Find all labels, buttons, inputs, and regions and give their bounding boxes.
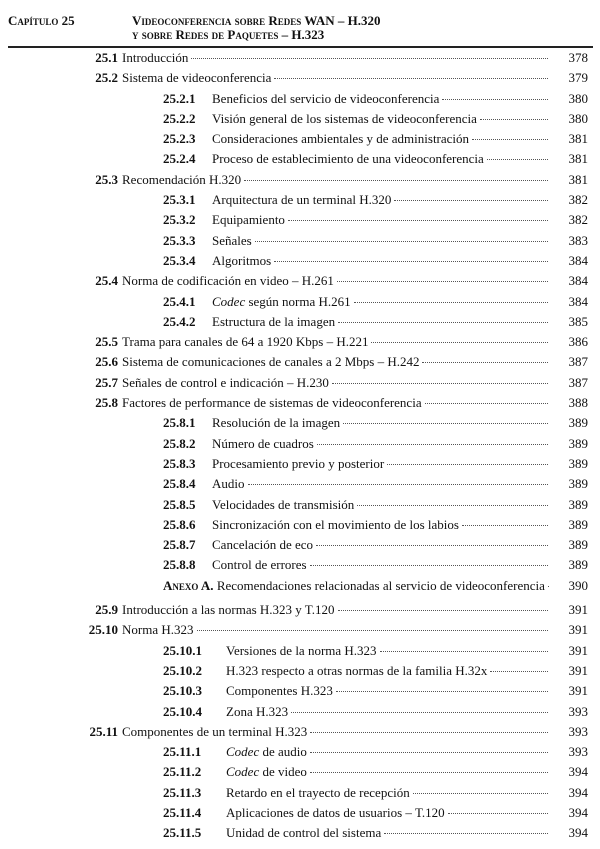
section-number: 25.4.1 — [163, 293, 196, 309]
page-number: 389 — [568, 537, 588, 553]
dot-leader — [422, 362, 548, 363]
page-number: 389 — [568, 415, 588, 431]
page-number: 393 — [568, 703, 588, 719]
toc-entry-text: Cancelación de eco — [212, 537, 314, 553]
toc-entry-text: Equipamiento — [212, 212, 285, 228]
toc-entry-text: Audio — [212, 476, 245, 492]
page-number: 382 — [568, 212, 588, 228]
toc-entry[interactable] — [0, 109, 600, 129]
dot-leader — [448, 813, 548, 814]
toc-entry-text: Unidad de control del sistema — [226, 825, 382, 841]
toc-entry-text: Codec según norma H.261 — [212, 293, 351, 309]
dot-leader — [310, 732, 548, 733]
page-number: 393 — [568, 744, 588, 760]
section-number: 25.3.1 — [163, 192, 196, 208]
toc-entry-text: Zona H.323 — [226, 703, 289, 719]
toc-entry-text: Norma H.323 — [122, 622, 194, 638]
toc-entry[interactable] — [0, 641, 600, 661]
section-number: 25.1 — [95, 50, 118, 65]
section-number: 25.2.1 — [163, 90, 196, 106]
section-number: 25.11 — [89, 723, 118, 739]
section-number: 25.3.2 — [163, 212, 196, 228]
toc-entry[interactable] — [0, 722, 600, 742]
dot-leader — [291, 712, 548, 713]
dot-leader — [394, 200, 548, 201]
page-number: 394 — [568, 784, 588, 800]
toc-entry[interactable] — [0, 783, 600, 803]
toc-entry[interactable] — [0, 823, 600, 843]
page-number: 389 — [568, 496, 588, 512]
toc-entry[interactable] — [0, 474, 600, 494]
toc-entry-text: Estructura de la imagen — [212, 313, 336, 329]
toc-entry[interactable] — [0, 170, 600, 190]
section-number: 25.2.4 — [163, 151, 196, 167]
toc-entry[interactable] — [0, 393, 600, 413]
toc-entry[interactable] — [0, 129, 600, 149]
toc-entry-text: Componentes H.323 — [226, 683, 333, 699]
section-number: 25.10.1 — [163, 642, 202, 658]
page-number: 384 — [568, 273, 588, 289]
dot-leader — [197, 630, 549, 631]
toc-entry-text: Versiones de la norma H.323 — [226, 642, 377, 658]
page-number: 389 — [568, 516, 588, 532]
toc-entry[interactable] — [0, 555, 600, 575]
dot-leader — [480, 119, 548, 120]
dot-leader — [487, 159, 548, 160]
section-number: 25.4 — [95, 273, 118, 289]
section-number: 25.8.4 — [163, 476, 196, 492]
dot-leader — [357, 505, 548, 506]
toc-entry-text: Retardo en el trayecto de recepción — [226, 784, 410, 800]
toc-entry-text: Señales — [212, 232, 252, 248]
page-number: 390 — [568, 577, 588, 593]
dot-leader — [248, 484, 549, 485]
page-number: 384 — [568, 252, 588, 268]
dot-leader — [380, 651, 548, 652]
chapter-label: Capítulo 25 — [8, 13, 75, 28]
page-number: 389 — [568, 435, 588, 451]
annex-title: Recomendaciones relacionadas al servicio de videoconferencia — [216, 577, 545, 593]
toc-entry-text: Control de errores — [212, 557, 307, 573]
toc-entry[interactable] — [0, 803, 600, 823]
toc-list — [0, 48, 600, 844]
dot-leader — [490, 671, 548, 672]
toc-entry[interactable] — [0, 312, 600, 332]
page-number: 380 — [568, 110, 588, 126]
dot-leader — [462, 525, 548, 526]
toc-entry-text: Sistema de comunicaciones de canales a 2 Mbps – H.242 — [122, 354, 420, 370]
toc-entry[interactable] — [0, 681, 600, 701]
page-number: 391 — [568, 683, 588, 699]
dot-leader — [336, 691, 548, 692]
page-number: 394 — [568, 764, 588, 780]
dot-leader — [274, 261, 548, 262]
dot-leader — [413, 793, 548, 794]
dot-leader — [384, 833, 548, 834]
toc-entry[interactable] — [0, 576, 600, 596]
toc-entry-text: Sistema de videoconferencia — [122, 70, 272, 86]
chapter-title-line2: y sobre Redes de Paquetes – H.323 — [132, 27, 325, 42]
page-number: 384 — [568, 293, 588, 309]
toc-entry-text: Codec de video — [226, 764, 307, 780]
toc-entry-text: Aplicaciones de datos de usuarios – T.120 — [226, 804, 445, 820]
toc-entry[interactable] — [0, 89, 600, 109]
section-number: 25.9 — [95, 602, 118, 618]
toc-entry-text: Codec de audio — [226, 744, 307, 760]
section-number: 25.11.2 — [163, 764, 202, 780]
section-number: 25.8.8 — [163, 557, 196, 573]
page-number: 393 — [568, 723, 588, 739]
toc-entry-text: Componentes de un terminal H.323 — [122, 723, 308, 739]
page-number: 389 — [568, 557, 588, 573]
toc-entry[interactable] — [0, 48, 600, 68]
section-number: 25.2.2 — [163, 110, 196, 126]
section-number: 25.8.3 — [163, 455, 196, 471]
toc-entry-text: Recomendación H.320 — [122, 171, 242, 187]
section-number: 25.10 — [88, 622, 118, 638]
page-number: 381 — [568, 151, 588, 167]
section-number: 25.11.4 — [163, 804, 202, 820]
toc-entry-text: Número de cuadros — [212, 435, 314, 451]
page-number: 383 — [568, 232, 588, 248]
toc-entry[interactable] — [0, 413, 600, 433]
toc-entry[interactable] — [0, 495, 600, 515]
section-number: 25.2 — [95, 70, 118, 86]
toc-entry[interactable] — [0, 373, 600, 393]
toc-entry[interactable] — [0, 454, 600, 474]
toc-entry-text: Procesamiento previo y posterior — [212, 455, 385, 471]
section-number: 25.8.2 — [163, 435, 196, 451]
dot-leader — [387, 464, 548, 465]
toc-entry-text: H.323 respecto a otras normas de la familia H.32x — [226, 662, 488, 678]
section-number: 25.7 — [95, 374, 118, 390]
toc-entry[interactable] — [0, 742, 600, 762]
page-number: 391 — [568, 602, 588, 618]
dot-leader — [316, 545, 548, 546]
toc-entry-text: Señales de control e indicación – H.230 — [122, 374, 329, 390]
toc-entry[interactable] — [0, 149, 600, 169]
section-number: 25.11.3 — [163, 784, 202, 800]
toc-entry-text: Factores de performance de sistemas de videoconferencia — [122, 395, 422, 411]
toc-entry[interactable] — [0, 762, 600, 782]
page-number: 389 — [568, 476, 588, 492]
toc-entry[interactable] — [0, 434, 600, 454]
section-number: 25.8.5 — [163, 496, 196, 512]
toc-entry-text: Velocidades de transmisión — [212, 496, 355, 512]
section-number: 25.8.1 — [163, 415, 196, 431]
dot-leader — [191, 58, 548, 59]
toc-entry-text: Beneficios del servicio de videoconferencia — [212, 90, 440, 106]
toc-entry[interactable] — [0, 210, 600, 230]
section-number: 25.2.3 — [163, 131, 196, 147]
section-number: 25.8 — [95, 395, 118, 411]
dot-leader — [442, 99, 548, 100]
section-number: 25.10.2 — [163, 662, 202, 678]
page-number: 386 — [568, 334, 588, 350]
section-number: 25.11.5 — [163, 825, 202, 841]
section-number: 25.6 — [95, 354, 118, 370]
page-number: 388 — [568, 395, 588, 411]
page-number: 380 — [568, 90, 588, 106]
toc-entry-text: Resolución de la imagen — [212, 415, 341, 431]
toc-entry[interactable] — [0, 661, 600, 681]
dot-leader — [310, 565, 548, 566]
toc-entry-text: Introducción a las normas H.323 y T.120 — [122, 602, 335, 618]
toc-entry-text: Norma de codificación en video – H.261 — [122, 273, 334, 289]
page-number: 394 — [568, 804, 588, 820]
dot-leader — [338, 322, 548, 323]
dot-leader — [354, 302, 548, 303]
section-number: 25.8.7 — [163, 537, 196, 553]
toc-entry[interactable] — [0, 190, 600, 210]
page-number: 391 — [568, 642, 588, 658]
toc-entry[interactable] — [0, 702, 600, 722]
page-number: 394 — [568, 825, 588, 841]
dot-leader — [317, 444, 548, 445]
toc-entry[interactable] — [0, 332, 600, 352]
toc-entry-text: Visión general de los sistemas de videoconferencia — [212, 110, 477, 126]
page-number: 385 — [568, 313, 588, 329]
toc-entry[interactable] — [0, 231, 600, 251]
toc-entry-text: Trama para canales de 64 a 1920 Kbps – H.221 — [122, 334, 369, 350]
dot-leader — [310, 772, 548, 773]
section-number: 25.5 — [95, 334, 118, 350]
section-number: 25.4.2 — [163, 313, 196, 329]
dot-leader — [371, 342, 548, 343]
page-number: 391 — [568, 662, 588, 678]
toc-entry[interactable] — [0, 600, 600, 620]
section-number: 25.10.3 — [163, 683, 202, 699]
dot-leader — [338, 610, 548, 611]
dot-leader — [332, 383, 548, 384]
page-number: 382 — [568, 192, 588, 208]
toc-entry[interactable] — [0, 535, 600, 555]
page-number: 391 — [568, 622, 588, 638]
dot-leader — [343, 423, 548, 424]
toc-entry-text: Algoritmos — [212, 252, 272, 268]
page-number: 387 — [568, 374, 588, 390]
toc-entry-text: Introducción — [122, 50, 189, 65]
dot-leader — [310, 752, 548, 753]
toc-entry[interactable] — [0, 620, 600, 640]
toc-entry-text: Sincronización con el movimiento de los labios — [212, 516, 459, 532]
dot-leader — [472, 139, 548, 140]
toc-entry[interactable] — [0, 251, 600, 271]
section-number: 25.3 — [95, 171, 118, 187]
toc-entry-text — [163, 576, 545, 596]
page-number: 381 — [568, 171, 588, 187]
dot-leader — [244, 180, 548, 181]
page-number: 379 — [568, 70, 588, 86]
page-number: 387 — [568, 354, 588, 370]
page-number: 381 — [568, 131, 588, 147]
dot-leader — [255, 241, 548, 242]
toc-entry[interactable] — [0, 271, 600, 291]
page-number: 378 — [568, 50, 588, 65]
toc-entry-text: Proceso de establecimiento de una videoconferencia — [212, 151, 484, 167]
section-number: 25.3.3 — [163, 232, 196, 248]
dot-leader — [274, 78, 548, 79]
section-number: 25.10.4 — [163, 703, 202, 719]
toc-entry-text: Arquitectura de un terminal H.320 — [212, 192, 392, 208]
toc-entry-text: Consideraciones ambientales y de administración — [212, 131, 470, 147]
dot-leader — [425, 403, 548, 404]
dot-leader — [288, 220, 548, 221]
section-number: 25.11.1 — [163, 744, 202, 760]
dot-leader — [337, 281, 548, 282]
chapter-title-line1: Videoconferencia sobre Redes WAN – H.320 — [132, 13, 381, 28]
section-number: 25.8.6 — [163, 516, 196, 532]
toc-entry[interactable] — [0, 352, 600, 372]
annex-label: Anexo A. — [163, 577, 214, 593]
toc-entry[interactable] — [0, 292, 600, 312]
toc-entry[interactable] — [0, 68, 600, 88]
page-number: 389 — [568, 455, 588, 471]
section-number: 25.3.4 — [163, 252, 196, 268]
toc-entry[interactable] — [0, 515, 600, 535]
